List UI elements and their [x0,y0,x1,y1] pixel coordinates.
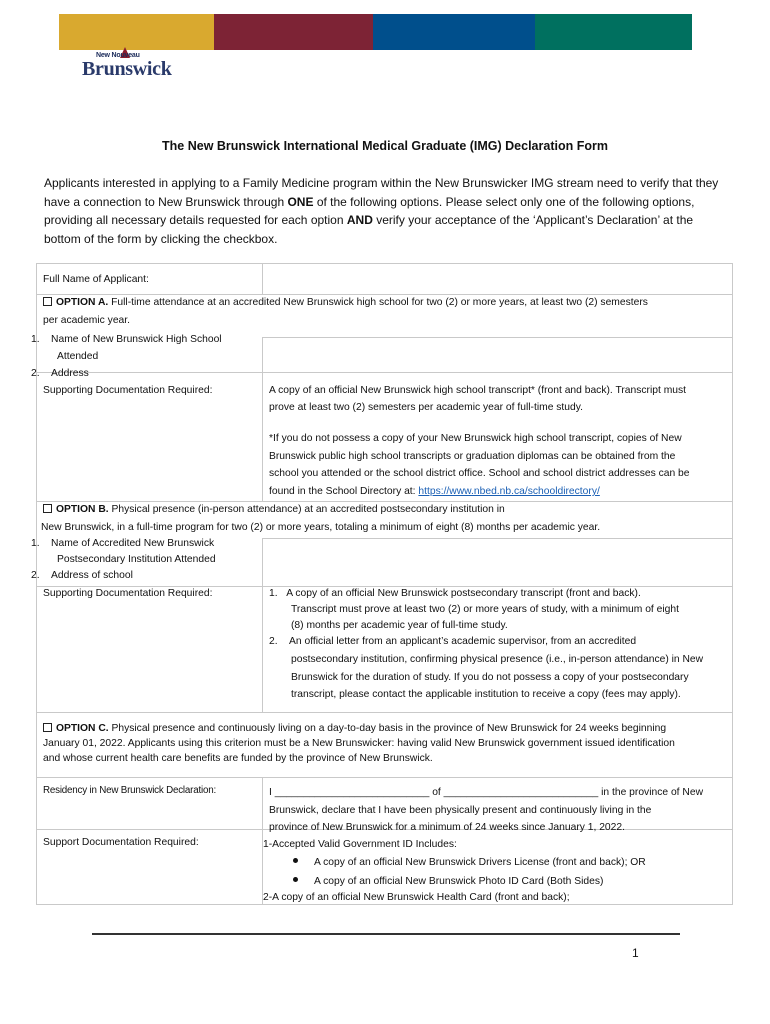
residency-line: I ___________________________ of ___________________________ in the province of New [269,787,704,798]
option-b-item-1: 1. A copy of an official New Brunswick postsecondary transcript (front and back). [269,588,641,599]
option-a-support-line: A copy of an official New Brunswick high school transcript* (front and back). Transcript must [269,385,687,396]
option-b-field-2-label: 2. Address of school [31,570,133,581]
logo-big-text: Brunswick [82,58,172,80]
new-brunswick-logo [82,52,182,84]
full-name-label: Full Name of Applicant: [43,274,149,285]
header-band-blue [373,14,535,50]
header-band-green [535,14,692,50]
option-a-support-line: prove at least two (2) semesters per academic year of full-time study. [269,402,583,413]
option-b-field-1-input[interactable] [265,541,725,581]
option-b-item-2-line: transcript, please contact the applicable institution to receive a copy (fees may apply). [291,689,681,700]
option-a-heading: OPTION A. Full-time attendance at an accredited New Brunswick high school for two (2) or more years, at least two (2) semesters [43,295,648,312]
option-c-text-line3: and whose current health care benefits are funded by the province of New Brunswick. [43,753,433,764]
residency-line: Brunswick, declare that I have been physically present and continuously living in the [269,805,652,816]
option-b-field-1-label-line2: Postsecondary Institution Attended [57,554,216,565]
option-b-item-1-line: (8) months per academic year of full-time study. [291,620,508,631]
option-a-field-2-input[interactable] [265,373,725,383]
option-b-item-2: 2. An official letter from an applicant’s academic supervisor, from an accredited [269,636,637,647]
option-c-bullet: A copy of an official New Brunswick Drivers License (front and back); OR [293,855,646,872]
option-a-field-1-label: 1. Name of New Brunswick High School [31,334,222,345]
residency-line: province of New Brunswick for a minimum of 24 weeks since January 1, 2022. [269,822,625,833]
bullet-icon [293,858,298,863]
option-c-heading: OPTION C. Physical presence and continuously living on a day-to-day basis in the province of New Brunswick for 24 weeks beginning [43,721,666,738]
option-c-support-last: 2-A copy of an official New Brunswick Health Card (front and back); [263,892,570,903]
option-a-field-2-label: 2. Address [31,368,89,379]
option-c-support-heading: 1-Accepted Valid Government ID Includes: [263,839,457,850]
option-b-item-2-line: postsecondary institution, confirming physical presence (i.e., in-person attendance) in New [291,654,704,665]
option-c-bullet: A copy of an official New Brunswick Photo ID Card (Both Sides) [293,874,603,891]
option-a-checkbox[interactable] [43,297,52,306]
bullet-icon [293,877,298,882]
option-a-text-line2: per academic year. [43,315,130,326]
footer-rule [92,933,680,935]
logo-small-text: New Nouveau [96,52,140,59]
option-a-note-line: school you attended or the school district office. School and school district addresses can be [269,468,690,479]
option-b-item-2-line: Brunswick for the duration of study. If you do not possess a copy of your postsecondary [291,672,689,683]
header-band-gold [59,14,214,50]
school-directory-link[interactable]: https://www.nbed.nb.ca/schooldirectory/ [418,486,600,497]
option-c-support-label: Support Documentation Required: [43,837,199,848]
option-a-note-line: Brunswick public high school transcripts or graduation diplomas can be obtained from the [269,451,676,462]
option-a-note-line-last: found in the School Directory at: https://www.nbed.nb.ca/schooldirectory/ [269,486,600,497]
header-band-maroon [214,14,373,50]
option-a-field-1-input[interactable] [265,340,725,368]
option-b-support-label: Supporting Documentation Required: [43,588,213,599]
full-name-input[interactable] [265,267,725,291]
option-a-support-label: Supporting Documentation Required: [43,385,213,396]
page-number: 1 [632,946,639,960]
option-b-checkbox[interactable] [43,504,52,513]
option-b-heading: OPTION B. Physical presence (in-person attendance) at an accredited postsecondary institution in [43,502,505,519]
option-b-text-line2: New Brunswick, in a full-time program for two (2) or more years, totaling a minimum of eight (8) months per academic year. [41,522,601,533]
option-a-note-line: *If you do not possess a copy of your New Brunswick high school transcript, copies of New [269,433,682,444]
option-b-item-1-line: Transcript must prove at least two (2) or more years of study, with a minimum of eight [291,604,679,615]
option-a-field-1-label-line2: Attended [57,351,99,362]
option-c-checkbox[interactable] [43,723,52,732]
page-title: The New Brunswick International Medical Graduate (IMG) Declaration Form [162,139,608,153]
option-b-field-1-label: 1. Name of Accredited New Brunswick [31,538,215,549]
residency-label: Residency in New Brunswick Declaration: [43,785,216,796]
intro-paragraph: Applicants interested in applying to a Family Medicine program within the New Brunswicker IMG stream need to verify that they have a connection to New Brunswick through ONE of the following options. Please select only one of the following options, providing all necessary details requested for each option AND verify your acceptance of the ‘Applicant’s Declaration’ at the bottom of the form by clicking the checkbox. [44,176,719,246]
declaration-form-table [31,263,733,905]
option-c-text-line2: January 01, 2022. Applicants using this criterion must be a New Brunswicker: having valid New Brunswick government issued identification [43,738,675,749]
